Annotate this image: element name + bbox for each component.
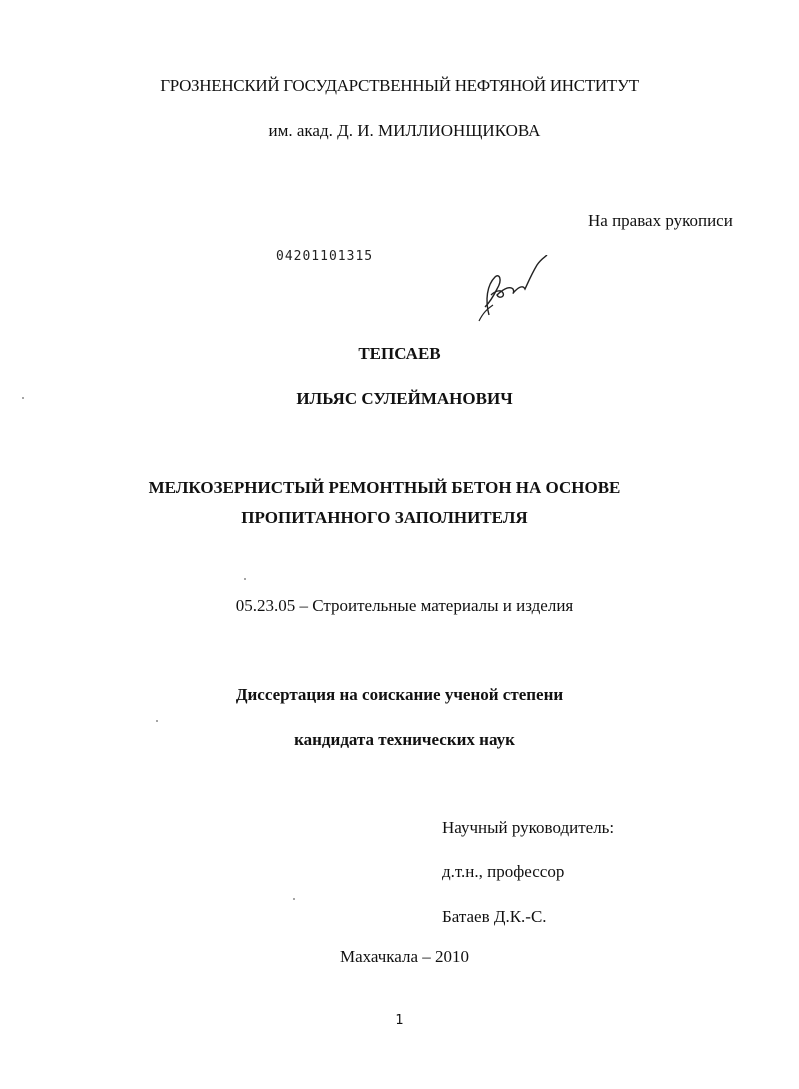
specialty: 05.23.05 – Строительные материалы и изделия: [235, 596, 574, 615]
place-year: Махачкала – 2010: [339, 947, 470, 966]
thesis-title-line2: ПРОПИТАННОГО ЗАПОЛНИТЕЛЯ: [241, 508, 528, 527]
scan-speck: [156, 720, 158, 722]
registry-number: 04201101315: [276, 249, 374, 264]
institute-name: ГРОЗНЕНСКИЙ ГОСУДАРСТВЕННЫЙ НЕФТЯНОЙ ИНСТИТУТ: [160, 76, 639, 95]
supervisor-label: Научный руководитель:: [442, 818, 615, 837]
rights-note: На правах рукописи: [588, 211, 733, 230]
author-surname: ТЕПСАЕВ: [358, 344, 441, 363]
author-name: ИЛЬЯС СУЛЕЙМАНОВИЧ: [296, 389, 513, 408]
thesis-title-line1: МЕЛКОЗЕРНИСТЫЙ РЕМОНТНЫЙ БЕТОН НА ОСНОВЕ: [148, 478, 621, 497]
scan-speck: [293, 898, 295, 900]
signature: [475, 255, 555, 330]
degree-line1: Диссертация на соискание ученой степени: [235, 685, 564, 704]
supervisor-degree: д.т.н., профессор: [442, 862, 565, 881]
degree-line2: кандидата технических наук: [294, 730, 515, 749]
page-number: 1: [395, 1013, 404, 1028]
scan-speck: [22, 397, 24, 399]
supervisor-name: Батаев Д.К.-С.: [442, 907, 547, 926]
scan-speck: [244, 578, 246, 580]
institute-named-after: им. акад. Д. И. МИЛЛИОНЩИКОВА: [268, 121, 541, 140]
